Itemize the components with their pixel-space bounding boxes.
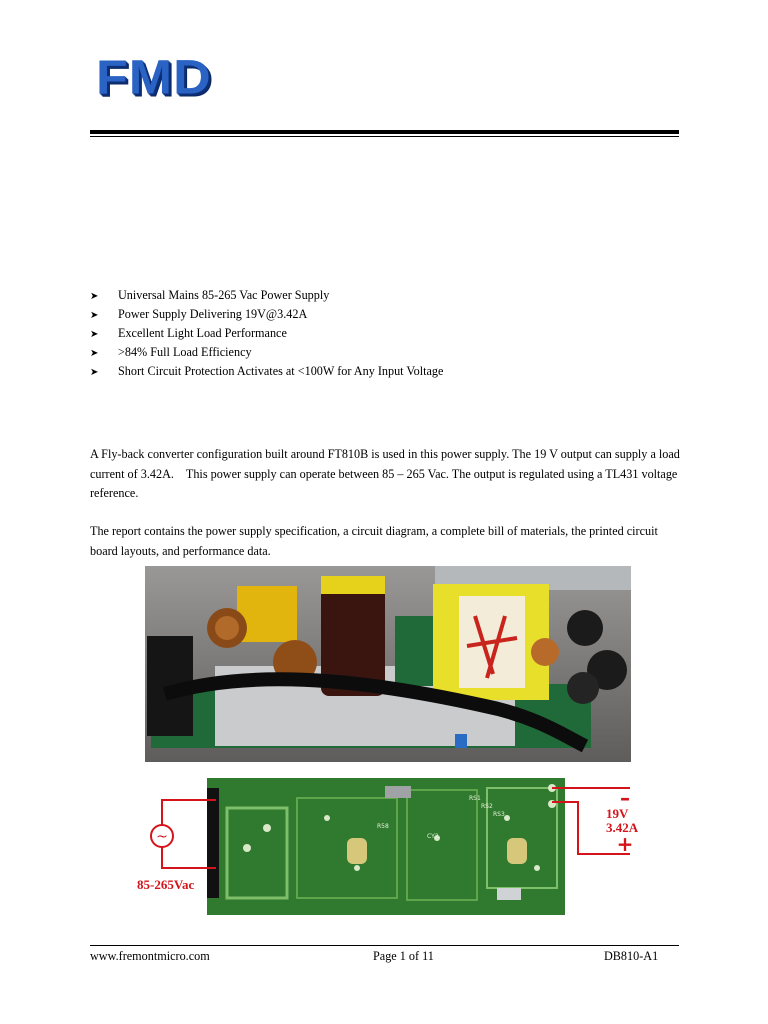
silkscreen-label: RS2 <box>481 803 493 810</box>
report-contents-paragraph: The report contains the power supply specification, a circuit diagram, a complete bill of materials, the printed circuit board layouts, and performance data. <box>90 524 658 558</box>
feature-item: ➤ >84% Full Load Efficiency <box>90 343 443 362</box>
negative-terminal-sign: – <box>620 786 630 810</box>
footer-page-number: Page 1 of 11 <box>373 949 434 963</box>
input-voltage-label: 85-265Vac <box>137 877 195 892</box>
footer-document-id: DB810-A1 <box>604 949 659 963</box>
feature-item: ➤ Short Circuit Protection Activates at <100W for Any Input Voltage <box>90 362 443 381</box>
feature-item: ➤ Universal Mains 85-265 Vac Power Supply <box>90 286 443 305</box>
silkscreen-label: RS1 <box>469 795 481 802</box>
silkscreen-label: CY2 <box>427 833 439 840</box>
output-current-label: 3.42A <box>606 820 639 835</box>
bullet-arrow-icon: ➤ <box>90 329 99 340</box>
bullet-arrow-icon: ➤ <box>90 367 99 378</box>
positive-terminal-sign: + <box>616 832 634 856</box>
silkscreen-label: R58 <box>377 823 389 830</box>
silkscreen-label: RS3 <box>493 811 505 818</box>
bullet-arrow-icon: ➤ <box>90 291 99 302</box>
bullet-arrow-icon: ➤ <box>90 310 99 321</box>
bullet-arrow-icon: ➤ <box>90 348 99 359</box>
description-paragraph: A Fly-back converter configuration built around FT810B is used in this power supply. The 19 V output can supply a load current of 3.42A. This power supply can operate between 85 – 265 Vac. The output is regulated using a TL431 voltage reference. <box>90 447 680 500</box>
feature-item: ➤ Excellent Light Load Performance <box>90 324 443 343</box>
feature-item: ➤ Power Supply Delivering 19V@3.42A <box>90 305 443 324</box>
output-voltage-label: 19V <box>606 806 629 821</box>
ac-wave-symbol: ~ <box>156 829 168 845</box>
footer-rule <box>90 945 679 946</box>
fmd-logo: FMD <box>96 51 212 105</box>
footer-website: www.fremontmicro.com <box>90 949 210 963</box>
